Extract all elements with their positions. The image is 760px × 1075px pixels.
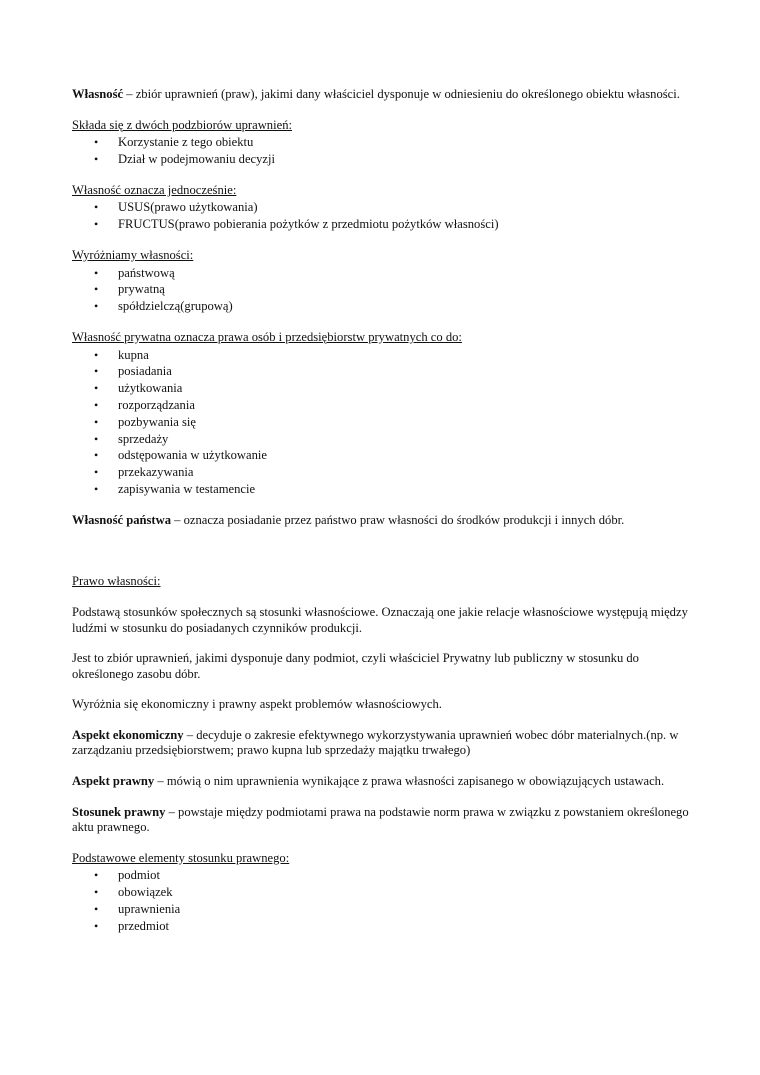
term-aspekt-prawny: Aspekt prawny — [72, 774, 155, 789]
bullet-icon: • — [94, 431, 99, 446]
list-podzbiory — [72, 134, 694, 168]
bullet-icon: • — [94, 448, 99, 463]
heading-oznacza: Własność oznacza jednocześnie: — [72, 182, 237, 197]
term-wlasnosc: Własność — [72, 87, 124, 101]
paragraph-podstawa: Podstawą stosunków społecznych są stosunki własnościowe. Oznaczają one jakie relacje własnościowe występują między ludźmi w stosunku do posiadanych czynników produkcji. — [72, 604, 688, 635]
list-item: • posiadania — [94, 364, 172, 379]
heading-wyrozniamy: Wyróżniamy własności: — [72, 247, 194, 262]
list-item: • przekazywania — [94, 465, 194, 480]
bullet-icon: • — [94, 414, 99, 429]
bullet-icon: • — [94, 135, 99, 150]
definition-aspekt-ekonomiczny — [72, 728, 694, 759]
definition-text: – oznacza posiadanie przez państwo praw własności do środków produkcji i innych dóbr. — [171, 512, 625, 527]
heading-elementy: Podstawowe elementy stosunku prawnego: — [72, 850, 290, 865]
list-prywatna — [72, 347, 694, 498]
definition-wlasnosc-panstwa — [72, 513, 694, 529]
definition-aspekt-prawny — [72, 774, 694, 790]
list-item: • Dział w podejmowaniu decyzji — [94, 151, 276, 166]
list-item: • obowiązek — [94, 885, 173, 900]
list-item: • podmiot — [94, 868, 160, 883]
list-item: • przedmiot — [94, 918, 170, 933]
list-wyrozniamy — [72, 265, 694, 315]
heading-prawo-wlasnosci: Prawo własności: — [72, 574, 161, 589]
list-elementy — [72, 867, 694, 934]
list-item: • FRUCTUS(prawo pobierania pożytków z przedmiotu pożytków własności) — [94, 217, 499, 232]
bullet-icon: • — [94, 364, 99, 379]
list-item: • sprzedaży — [94, 431, 169, 446]
list-item: • uprawnienia — [94, 902, 181, 917]
bullet-icon: • — [94, 282, 99, 297]
bullet-icon: • — [94, 217, 99, 232]
list-item: • kupna — [94, 347, 149, 362]
definition-text: – mówią o nim uprawnienia wynikające z prawa własności zapisanego w obowiązujących ustawach. — [154, 774, 665, 789]
bullet-icon: • — [94, 481, 99, 496]
bullet-icon: • — [94, 902, 99, 917]
heading-prywatna: Własność prywatna oznacza prawa osób i przedsiębiorstw prywatnych co do: — [72, 329, 462, 344]
bullet-icon: • — [94, 265, 99, 280]
definition-stosunek-prawny — [72, 805, 694, 836]
bullet-icon: • — [94, 347, 99, 362]
definition-text: – zbiór uprawnień (praw), jakimi dany właściciel dysponuje w odniesieniu do określonego obiektu własności. — [123, 87, 680, 101]
bullet-icon: • — [94, 868, 99, 883]
paragraph-zbior-uprawnien: Jest to zbiór uprawnień, jakimi dysponuje dany podmiot, czyli właściciel Prywatny lub publiczny w stosunku do określonego zasobu dóbr. — [72, 651, 639, 681]
list-oznacza — [72, 199, 694, 233]
list-item: • odstępowania w użytkowanie — [94, 448, 267, 463]
bullet-icon: • — [94, 299, 99, 314]
bullet-icon: • — [94, 885, 99, 900]
list-item: • rozporządzania — [94, 397, 195, 412]
bullet-icon: • — [94, 918, 99, 933]
term-stosunek-prawny: Stosunek prawny — [72, 804, 166, 819]
bullet-icon: • — [94, 200, 99, 215]
definition-text: – decyduje o zakresie efektywnego wykorzystywania uprawnień wobec dóbr materialnych.(np. w zarządzaniu przedsiębiorstwem; prawo kupna lub sprzedaży majątku trwałego) — [72, 727, 679, 758]
list-item: • spółdzielczą(grupową) — [94, 299, 233, 314]
list-item: • państwową — [94, 265, 175, 280]
bullet-icon: • — [94, 397, 99, 412]
term-wlasnosc-panstwa: Własność państwa — [72, 512, 172, 527]
definition-wlasnosc — [72, 87, 694, 103]
definition-text: – powstaje między podmiotami prawa na podstawie norm prawa w związku z powstaniem określonego aktu prawnego. — [72, 804, 689, 835]
document-body — [72, 87, 694, 935]
list-item: • prywatną — [94, 282, 165, 297]
term-aspekt-ekonomiczny: Aspekt ekonomiczny — [72, 727, 184, 742]
heading-podzbiory: Składa się z dwóch podzbiorów uprawnień: — [72, 117, 292, 132]
bullet-icon: • — [94, 465, 99, 480]
list-item: • użytkowania — [94, 381, 183, 396]
bullet-icon: • — [94, 381, 99, 396]
list-item: • zapisywania w testamencie — [94, 481, 256, 496]
paragraph-aspekty: Wyróżnia się ekonomiczny i prawny aspekt problemów własnościowych. — [72, 697, 442, 712]
list-item: • Korzystanie z tego obiektu — [94, 135, 254, 150]
list-item: • USUS(prawo użytkowania) — [94, 200, 258, 215]
bullet-icon: • — [94, 151, 99, 166]
list-item: • pozbywania się — [94, 414, 196, 429]
